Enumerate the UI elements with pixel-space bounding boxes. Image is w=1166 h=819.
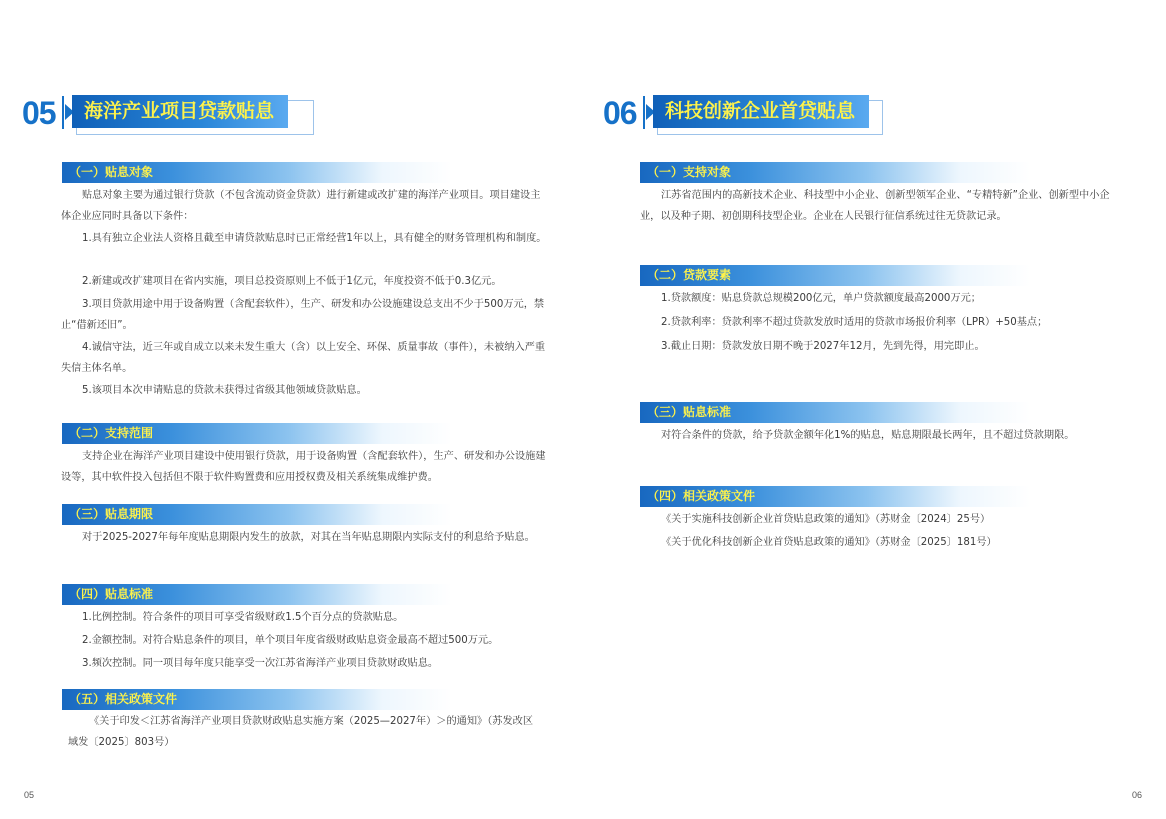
divider bbox=[62, 96, 64, 129]
section-number: 06 bbox=[603, 95, 637, 131]
paragraph: 2.贷款利率：贷款利率不超过贷款发放时适用的贷款市场报价利率（LPR）+50基点； bbox=[661, 317, 1048, 328]
paragraph: 2.金额控制。对符合贴息条件的项目，单个项目年度省级财政贴息资金最高不超过500万元。 bbox=[82, 635, 499, 646]
paragraph: 对符合条件的贷款，给予贷款金额年化1%的贴息，贴息期限最长两年，且不超过贷款期限。 bbox=[661, 430, 1075, 441]
subsection-heading: （一）贴息对象 bbox=[62, 162, 452, 183]
section-title: 海洋产业项目贷款贴息 bbox=[72, 95, 288, 128]
paragraph: 1.比例控制。符合条件的项目可享受省级财政1.5个百分点的贷款贴息。 bbox=[82, 612, 404, 623]
paragraph: 3.项目贷款用途中用于设备购置（含配套软件），生产、研发和办公设施建设总支出不少于500万元，禁止“借新还旧”。 bbox=[61, 299, 545, 331]
section-title: 科技创新企业首贷贴息 bbox=[653, 95, 869, 128]
subsection-heading: （二）贷款要素 bbox=[640, 265, 1030, 286]
subsection-heading: （五）相关政策文件 bbox=[62, 689, 452, 710]
paragraph: 1.贷款额度：贴息贷款总规模200亿元，单户贷款额度最高2000万元； bbox=[661, 293, 981, 304]
page-number: 05 bbox=[24, 790, 35, 800]
section-number: 05 bbox=[22, 95, 56, 131]
subsection-heading: （四）相关政策文件 bbox=[640, 486, 1030, 507]
paragraph: 支持企业在海洋产业项目建设中使用银行贷款，用于设备购置（含配套软件），生产、研发和办公设施建设等，其中软件投入包括但不限于软件购置费和应用授权费及相关系统集成维护费。 bbox=[61, 451, 546, 483]
paragraph: 江苏省范围内的高新技术企业、科技型中小企业、创新型领军企业、“专精特新”企业、创新型中小企业，以及种子期、初创期科技型企业。企业在人民银行征信系统过往无贷款记录。 bbox=[640, 190, 1110, 222]
paragraph: 2.新建或改扩建项目在省内实施，项目总投资原则上不低于1亿元，年度投资不低于0.3亿元。 bbox=[82, 276, 502, 287]
page-06 bbox=[583, 0, 1166, 819]
paragraph: 对于2025-2027年每年度贴息期限内发生的放款，对其在当年贴息期限内实际支付的利息给予贴息。 bbox=[82, 532, 535, 543]
page-number: 06 bbox=[1132, 790, 1143, 800]
paragraph: 贴息对象主要为通过银行贷款（不包含流动资金贷款）进行新建或改扩建的海洋产业项目。项目建设主体企业应同时具备以下条件： bbox=[61, 190, 541, 222]
subsection-heading: （三）贴息标准 bbox=[640, 402, 1030, 423]
paragraph: 4.诚信守法，近三年或自成立以来未发生重大（含）以上安全、环保、质量事故（事件），未被纳入严重失信主体名单。 bbox=[61, 342, 546, 374]
paragraph: 《关于实施科技创新企业首贷贴息政策的通知》（苏财金〔2024〕25号） bbox=[661, 514, 991, 525]
divider bbox=[643, 96, 645, 129]
paragraph: 《关于优化科技创新企业首贷贴息政策的通知》（苏财金〔2025〕181号） bbox=[661, 537, 997, 548]
paragraph: 3.截止日期：贷款发放日期不晚于2027年12月，先到先得，用完即止。 bbox=[661, 341, 985, 352]
paragraph: 3.频次控制。同一项目每年度只能享受一次江苏省海洋产业项目贷款财政贴息。 bbox=[82, 658, 439, 669]
paragraph: 《关于印发＜江苏省海洋产业项目贷款财政贴息实施方案（2025—2027年）＞的通知》（苏发改区域发〔2025〕803号） bbox=[68, 716, 534, 748]
subsection-heading: （二）支持范围 bbox=[62, 423, 452, 444]
paragraph: 5.该项目本次申请贴息的贷款未获得过省级其他领域贷款贴息。 bbox=[82, 385, 367, 396]
paragraph: 1.具有独立企业法人资格且截至申请贷款贴息时已正常经营1年以上，具有健全的财务管理机构和制度。 bbox=[82, 233, 547, 244]
subsection-heading: （三）贴息期限 bbox=[62, 504, 452, 525]
subsection-heading: （一）支持对象 bbox=[640, 162, 1030, 183]
subsection-heading: （四）贴息标准 bbox=[62, 584, 452, 605]
